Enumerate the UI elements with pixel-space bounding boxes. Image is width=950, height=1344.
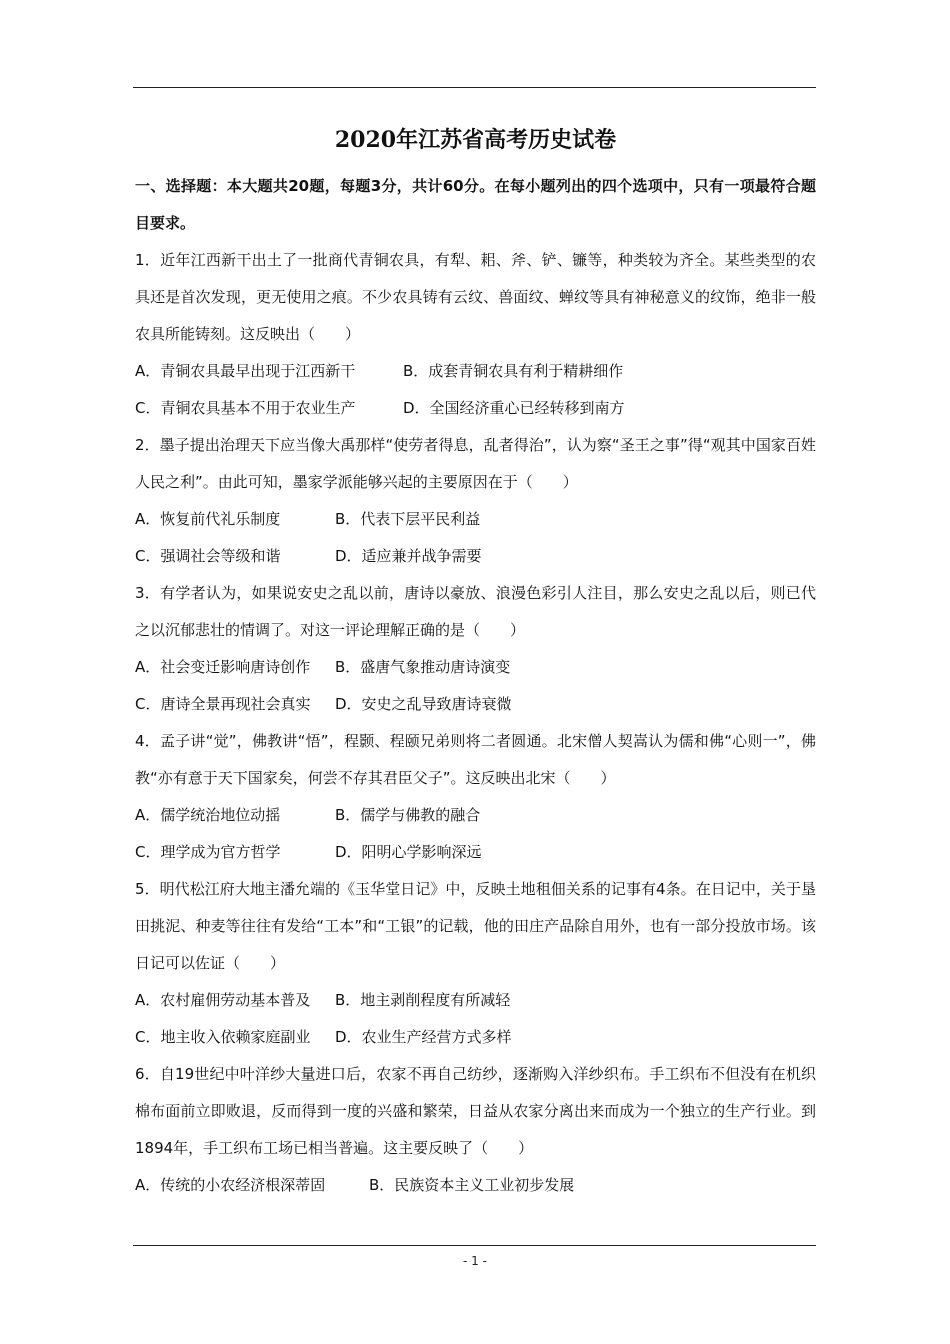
option-a: A．农村雇佣劳动基本普及 xyxy=(135,991,311,1009)
question-stem: 3．有学者认为，如果说安史之乱以前，唐诗以豪放、浪漫色彩引人注目，那么安史之乱以后，则已代之以沉郁悲壮的情调了。对这一评论理解正确的是（ ） xyxy=(135,584,816,639)
option-d: D．适应兼并战争需要 xyxy=(335,547,482,565)
option-row xyxy=(135,686,816,723)
option-row xyxy=(135,353,816,390)
option-d: D．全国经济重心已经转移到南方 xyxy=(403,399,625,417)
option-row xyxy=(135,538,816,575)
option-row xyxy=(135,834,816,871)
option-row xyxy=(135,797,816,834)
question-2 xyxy=(135,427,816,575)
option-row xyxy=(135,1167,816,1204)
question-stem: 4．孟子讲“觉”，佛教讲“悟”，程颢、程颐兄弟则将二者圆通。北宋僧人契嵩认为儒和佛“心则一”，佛教“亦有意于天下国家矣，何尝不存其君臣父子”。这反映出北宋（ ） xyxy=(135,732,816,787)
option-a: A．儒学统治地位动摇 xyxy=(135,806,281,824)
option-b: B．成套青铜农具有利于精耕细作 xyxy=(403,362,624,380)
option-c: C．强调社会等级和谐 xyxy=(135,547,281,565)
page-number: - 1 - xyxy=(463,1254,487,1268)
question-5 xyxy=(135,871,816,1056)
option-c: C．地主收入依赖家庭副业 xyxy=(135,1028,311,1046)
question-stem: 2．墨子提出治理天下应当像大禹那样“使劳者得息，乱者得治”，认为察“圣王之事”得“观其中国家百姓人民之利”。由此可知，墨家学派能够兴起的主要原因在于（ ） xyxy=(135,436,816,491)
option-row xyxy=(135,649,816,686)
option-b: B．儒学与佛教的融合 xyxy=(335,806,481,824)
option-b: B．民族资本主义工业初步发展 xyxy=(369,1176,575,1194)
section-instruction: 一、选择题：本大题共20题，每题3分，共计60分。在每小题列出的四个选项中，只有一项最符合题目要求。 xyxy=(135,177,816,232)
question-4 xyxy=(135,723,816,871)
option-row xyxy=(135,390,816,427)
option-b: B．盛唐气象推动唐诗演变 xyxy=(335,658,511,676)
option-row xyxy=(135,982,816,1019)
question-stem: 5．明代松江府大地主潘允端的《玉华堂日记》中，反映土地租佃关系的记事有4条。在日记中，关于垦田挑泥、种麦等往往有发给“工本”和“工银”的记载，他的田庄产品除自用外，也有一部分投放市场。该日记可以佐证（ ） xyxy=(135,880,816,972)
option-a: A．社会变迁影响唐诗创作 xyxy=(135,658,311,676)
option-a: A．恢复前代礼乐制度 xyxy=(135,510,281,528)
question-stem: 6．自19世纪中叶洋纱大量进口后，农家不再自己纺纱，逐渐购入洋纱织布。手工织布不但没有在机织棉布面前立即败退，反而得到一度的兴盛和繁荣，日益从农家分离出来而成为一个独立的生产行业。到1894年，手工织布工场已相当普遍。这主要反映了（ ） xyxy=(135,1065,816,1157)
option-b: B．代表下层平民利益 xyxy=(335,510,481,528)
header-rule xyxy=(133,87,816,88)
option-a: A．传统的小农经济根深蒂固 xyxy=(135,1176,326,1194)
page-title: 2020年江苏省高考历史试卷 xyxy=(334,127,617,153)
option-d: D．安史之乱导致唐诗衰微 xyxy=(335,695,512,713)
option-row xyxy=(135,1019,816,1056)
option-c: C．理学成为官方哲学 xyxy=(135,843,281,861)
option-c: C．唐诗全景再现社会真实 xyxy=(135,695,311,713)
question-stem: 1．近年江西新干出土了一批商代青铜农具，有犁、耜、斧、铲、镰等，种类较为齐全。某些类型的农具还是首次发现，更无使用之痕。不少农具铸有云纹、兽面纹、蝉纹等具有神秘意义的纹饰，绝非一般农具所能铸刻。这反映出（ ） xyxy=(135,251,816,343)
option-d: D．阳明心学影响深远 xyxy=(335,843,482,861)
footer-rule xyxy=(133,1245,816,1246)
question-1 xyxy=(135,242,816,427)
question-3 xyxy=(135,575,816,723)
option-d: D．农业生产经营方式多样 xyxy=(335,1028,512,1046)
option-b: B．地主剥削程度有所减轻 xyxy=(335,991,511,1009)
option-c: C．青铜农具基本不用于农业生产 xyxy=(135,399,356,417)
question-6 xyxy=(135,1056,816,1204)
exam-content xyxy=(135,120,816,1204)
option-a: A．青铜农具最早出现于江西新干 xyxy=(135,362,356,380)
option-row xyxy=(135,501,816,538)
